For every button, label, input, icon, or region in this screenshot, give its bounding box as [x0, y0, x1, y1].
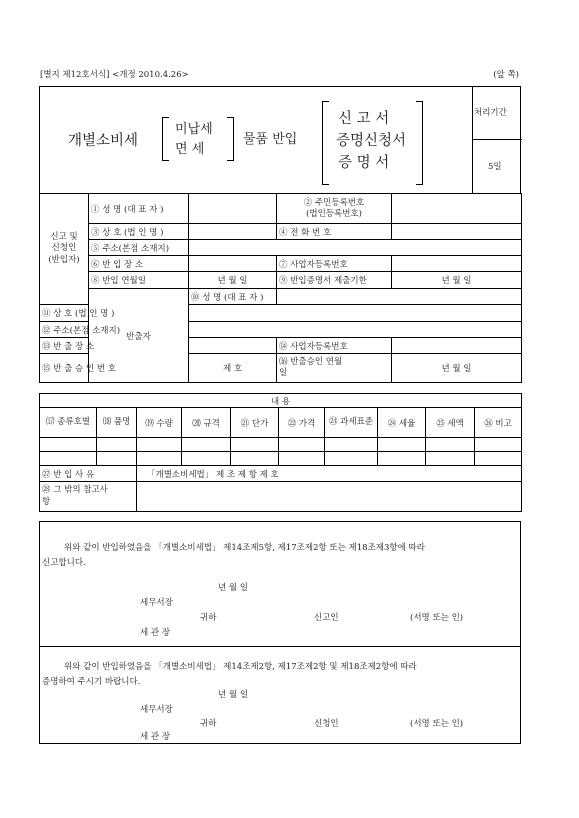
- bracket-left-1: [162, 117, 169, 161]
- col-tax-amount: ㉕ 세액: [426, 408, 475, 438]
- col-item-name: ⒅ 품명: [97, 408, 137, 438]
- shipper-company-label: ⑪ 상 호 (법 인 명 ): [40, 305, 89, 322]
- declaration-cert-sign[interactable]: (서명 또는 인): [410, 719, 464, 729]
- other-notes-field[interactable]: [137, 482, 522, 512]
- title-middle: 물품 반입: [243, 132, 298, 147]
- bracket-left-2: [322, 101, 329, 185]
- shipper-location-label: ⑬ 반 출 장 소: [40, 338, 89, 354]
- col-unit-price: ㉑ 단가: [231, 408, 279, 438]
- col-tax-rate: ㉔ 세율: [378, 408, 426, 438]
- bracket-right-2: [416, 101, 423, 185]
- table-row[interactable]: [40, 438, 522, 452]
- reason-field[interactable]: 「개별소비세법」 제 조 제 항 제 호: [137, 466, 522, 482]
- shipper-company-field[interactable]: [189, 305, 522, 322]
- title-option-exempt: 면 세: [175, 142, 205, 157]
- contents-header-row: [40, 408, 522, 438]
- col-price: ㉒ 가격: [279, 408, 325, 438]
- reporter-company-label: ③ 상 호 (법 인 명 ): [89, 224, 189, 240]
- shipper-biz-no-label: ⑭ 사업자등록번호: [277, 338, 392, 354]
- declaration-report-date: 년 월 일: [218, 583, 249, 593]
- col-spec: ⒇ 규격: [182, 408, 231, 438]
- reporter-location-field[interactable]: [189, 256, 277, 272]
- contents-table: [39, 393, 522, 512]
- reporter-address-label: ⑤ 주소(본점 소재지): [89, 240, 189, 256]
- reporter-address-field[interactable]: [189, 240, 522, 256]
- processing-period-value: 5일: [488, 162, 502, 172]
- reporter-phone-label: ④ 전 화 번 호: [277, 224, 392, 240]
- shipper-approval-date-field[interactable]: 년 월 일: [392, 354, 522, 383]
- reporter-company-field[interactable]: [189, 224, 277, 240]
- declaration-cert-date: 년 월 일: [218, 690, 249, 700]
- col-quantity: ⒆ 수량: [137, 408, 182, 438]
- declaration-certificate: [39, 646, 521, 744]
- reporter-deadline-field[interactable]: 년 월 일: [392, 272, 522, 289]
- reporter-name-field[interactable]: [189, 194, 277, 224]
- col-tax-base: ㉓ 과세표준: [325, 408, 378, 438]
- bracket-right-1: [227, 117, 234, 161]
- other-notes-label: ㉘ 그 밖의 참고사 항: [40, 482, 137, 512]
- contents-title: 내 용: [40, 394, 522, 408]
- reason-label: ㉗ 반 입 사 유: [40, 466, 137, 482]
- shipper-approval-no-field[interactable]: 제 호: [189, 354, 277, 383]
- col-type: ⒄ 종류호별: [40, 408, 97, 438]
- title-option-report: 신 고 서: [338, 111, 390, 127]
- declaration-cert-to-customs: 세 관 장: [140, 732, 171, 742]
- shipper-approval-date-label: ⒃ 반출승인 연월 일: [277, 354, 392, 383]
- declaration-report-to-customs: 세 관 장: [140, 628, 171, 638]
- reporter-group-label: 신고 및 신청인 (반입자): [40, 194, 89, 305]
- reporter-date-label: ⑧ 반입 연월일: [89, 272, 189, 289]
- title-prefix: 개별소비세: [68, 133, 139, 149]
- reporter-deadline-label: ⑨ 반입증명서 제출기한: [277, 272, 392, 289]
- shipper-group-label: 반출자: [89, 289, 189, 383]
- title-option-unpaid: 미납세: [175, 122, 213, 137]
- form-number-header: [별지 제12호서식] <개정 2010.4.26>: [40, 70, 189, 80]
- shipper-approval-no-label: ⑮ 반 출 승 인 번 호: [40, 354, 89, 383]
- shipper-name-label: ⑩ 성 명 (대 표 자 ): [189, 289, 277, 305]
- page-side-label: (앞 쪽): [493, 70, 519, 80]
- reporter-phone-field[interactable]: [392, 224, 522, 240]
- shipper-address-field[interactable]: [189, 322, 522, 338]
- party-table: [39, 193, 522, 383]
- title-option-application: 증명신청서: [336, 133, 407, 149]
- declaration-report-sign[interactable]: (서명 또는 인): [410, 613, 464, 623]
- shipper-location-field[interactable]: [189, 338, 277, 354]
- declaration-cert-signer: 신청인: [314, 719, 339, 729]
- shipper-name-field[interactable]: [277, 289, 522, 305]
- declaration-cert-text-1: 위와 같이 반입하였음을 「개별소비세법」 제14조제2항, 제17조제2항 및 제18조제2항에 따라: [64, 662, 417, 672]
- reporter-location-label: ⑥ 반 입 장 소: [89, 256, 189, 272]
- table-row[interactable]: [40, 452, 522, 466]
- declaration-cert-to-tax-office: 세무서장: [140, 705, 173, 715]
- declaration-cert-honorific: 귀하: [200, 719, 217, 729]
- declaration-cert-text-2: 증명하여 주시기 바랍니다.: [42, 677, 141, 687]
- shipper-address-label: ⑫ 주소(본점 소재지): [40, 322, 89, 338]
- processing-period-label: 처리기간: [474, 108, 507, 118]
- reporter-name-label: ① 성 명 (대 표 자 ): [89, 194, 189, 224]
- reporter-biz-no-label: ⑦ 사업자등록번호: [277, 256, 392, 272]
- reporter-date-field[interactable]: 년 월 일: [189, 272, 277, 289]
- shipper-biz-no-field[interactable]: [392, 338, 522, 354]
- col-remarks: ㉖ 비고: [475, 408, 522, 438]
- reporter-biz-no-field[interactable]: [392, 256, 522, 272]
- title-option-certificate: 증 명 서: [338, 155, 390, 171]
- reporter-resident-no-label: ② 주민등록번호 (법인등록번호): [277, 194, 392, 224]
- title-block: [39, 86, 521, 194]
- reporter-resident-no-field[interactable]: [392, 194, 522, 224]
- declaration-report: [39, 521, 521, 647]
- declaration-report-honorific: 귀하: [200, 613, 217, 623]
- declaration-report-text-2: 신고합니다.: [42, 558, 86, 568]
- declaration-report-text-1: 위와 같이 반입하였음을 「개별소비세법」 제14조제5항, 제17조제2항 또는 제18조제3항에 따라: [64, 543, 425, 553]
- declaration-report-signer: 신고인: [314, 613, 339, 623]
- declaration-report-to-tax-office: 세무서장: [140, 598, 173, 608]
